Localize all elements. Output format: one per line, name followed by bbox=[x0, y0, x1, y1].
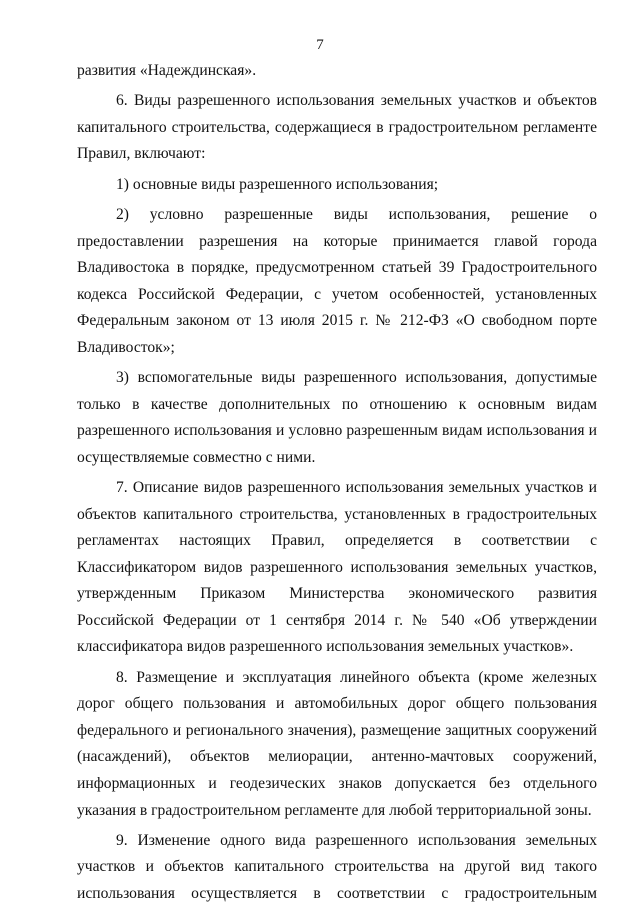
page-number: 7 bbox=[316, 37, 324, 53]
paragraph-subitem-3: 3) вспомогательные виды разрешенного использования, допустимые только в качестве дополнительных по отношению к основным видам разрешенного использования и условно разрешенным видам использования и осуществляемые совместно с ними. bbox=[77, 369, 597, 466]
document-body bbox=[77, 58, 597, 911]
paragraph-item-7: 7. Описание видов разрешенного использования земельных участков и объектов капитального строительства, установленных в градостроительных регламентах настоящих Правил, определяется в соответствии с Классификатором видов разрешенного использования земельных участков, утвержденным Приказом Министерства экономического развития Российской Федерации от 1 сентября 2014 г. № 540 «Об утверждении классификатора видов разрешенного использования земельных участков». bbox=[77, 479, 597, 656]
paragraph-subitem-2: 2) условно разрешенные виды использования, решение о предоставлении разрешения на которые принимается главой города Владивостока в порядке, предусмотренном статьей 39 Градостроительного кодекса Российской Федерации, с учетом особенностей, установленных Федеральным законом от 13 июля 2015 г. № 212-ФЗ «О свободном порте Владивосток»; bbox=[77, 206, 597, 356]
paragraph-item-9: 9. Изменение одного вида разрешенного использования земельных участков и объектов капитального строительства на другой вид такого использования осуществляется в соответствии с градостроительным bbox=[77, 831, 597, 902]
paragraph-item-8: 8. Размещение и эксплуатация линейного объекта (кроме железных дорог общего пользования и автомобильных дорог общего пользования федерального и регионального значения), размещение защитных сооружений (насаждений), объектов мелиорации, антенно-мачтовых сооружений, информационных и геодезических знаков допускается без отдельного указания в градостроительном регламенте для любой территориальной зоны. bbox=[77, 668, 597, 819]
paragraph-subitem-1: 1) основные виды разрешенного использования; bbox=[116, 175, 439, 193]
paragraph-item-6: 6. Виды разрешенного использования земельных участков и объектов капитального строительства, содержащиеся в градостроительном регламенте Правил, включают: bbox=[77, 92, 597, 163]
paragraph-continuation: развития «Надеждинская». bbox=[77, 62, 257, 79]
